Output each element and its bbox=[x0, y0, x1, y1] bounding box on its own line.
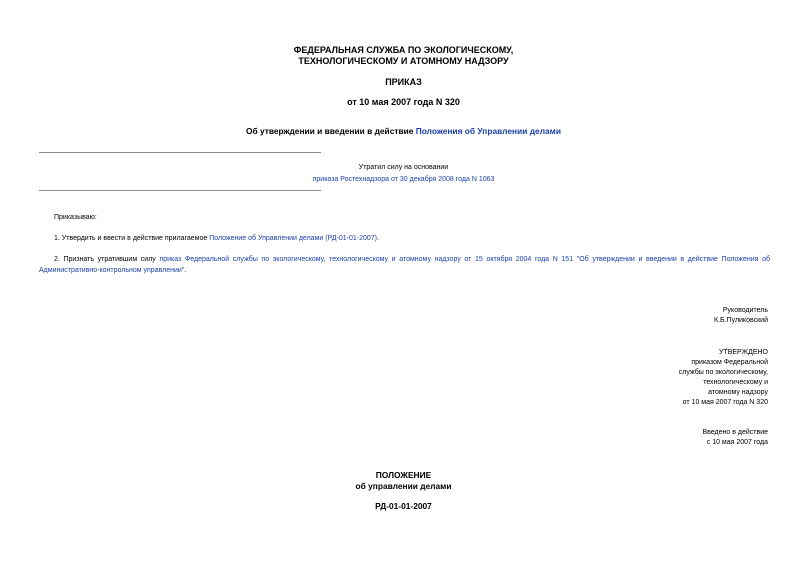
agency-name-line1: ФЕДЕРАЛЬНАЯ СЛУЖБА ПО ЭКОЛОГИЧЕСКОМУ, bbox=[293, 45, 514, 55]
regulation-title: ПОЛОЖЕНИЕ bbox=[375, 470, 432, 480]
effective-line-2: с 10 мая 2007 года bbox=[706, 439, 768, 446]
paragraph-1-prefix: 1. Утвердить и ввести в действие прилагаемое bbox=[54, 235, 210, 242]
status-link[interactable]: приказа Ростехнадзора от 30 декабря 2008 года N 1063 bbox=[312, 176, 495, 183]
approval-line-1: приказом Федеральной bbox=[691, 359, 768, 366]
paragraph-1-suffix: . bbox=[376, 235, 379, 242]
regulation-subtitle: об управлении делами bbox=[355, 481, 452, 491]
paragraph-1-link[interactable]: Положение об Управлении делами (РД-01-01-2007) bbox=[209, 235, 377, 242]
paragraph-1 bbox=[54, 234, 379, 244]
paragraph-2-prefix: 2. Признать утратившим силу bbox=[54, 256, 160, 263]
paragraph-2 bbox=[39, 255, 770, 276]
document-date: от 10 мая 2007 года N 320 bbox=[347, 97, 460, 107]
document-subject bbox=[0, 126, 807, 137]
approval-line-5: от 10 мая 2007 года N 320 bbox=[682, 399, 768, 406]
bottom-rule bbox=[39, 190, 321, 191]
top-rule bbox=[39, 152, 321, 153]
approval-line-2: службы по экологическому, bbox=[678, 369, 768, 376]
agency-name-line2: ТЕХНОЛОГИЧЕСКОМУ И АТОМНОМУ НАДЗОРУ bbox=[298, 56, 509, 66]
approval-title: УТВЕРЖДЕНО bbox=[718, 349, 768, 356]
approval-line-4: атомному надзору bbox=[708, 389, 768, 396]
effective-line-1: Введено в действие bbox=[702, 429, 768, 436]
paragraph-2-link[interactable]: приказ Федеральной службы по экологическому, технологическому и атомному надзору от 15 октября 2004 года N 151 "Об утверждении и введении в действие Положения об Административно-контрольном управлении" bbox=[39, 256, 770, 274]
subject-link[interactable]: Положения об Управлении делами bbox=[415, 126, 562, 136]
regulation-code: РД-01-01-2007 bbox=[375, 501, 432, 511]
document-type: ПРИКАЗ bbox=[385, 77, 422, 87]
signature-name: К.Б.Пуликовский bbox=[714, 317, 768, 324]
approval-line-3: технологическому и bbox=[703, 379, 768, 386]
paragraph-2-suffix: . bbox=[184, 266, 187, 274]
status-text: Утратил силу на основании bbox=[358, 164, 449, 171]
signature-role: Руководитель bbox=[722, 307, 768, 314]
order-intro: Приказываю: bbox=[54, 214, 97, 221]
subject-prefix: Об утверждении и введении в действие bbox=[245, 126, 416, 136]
